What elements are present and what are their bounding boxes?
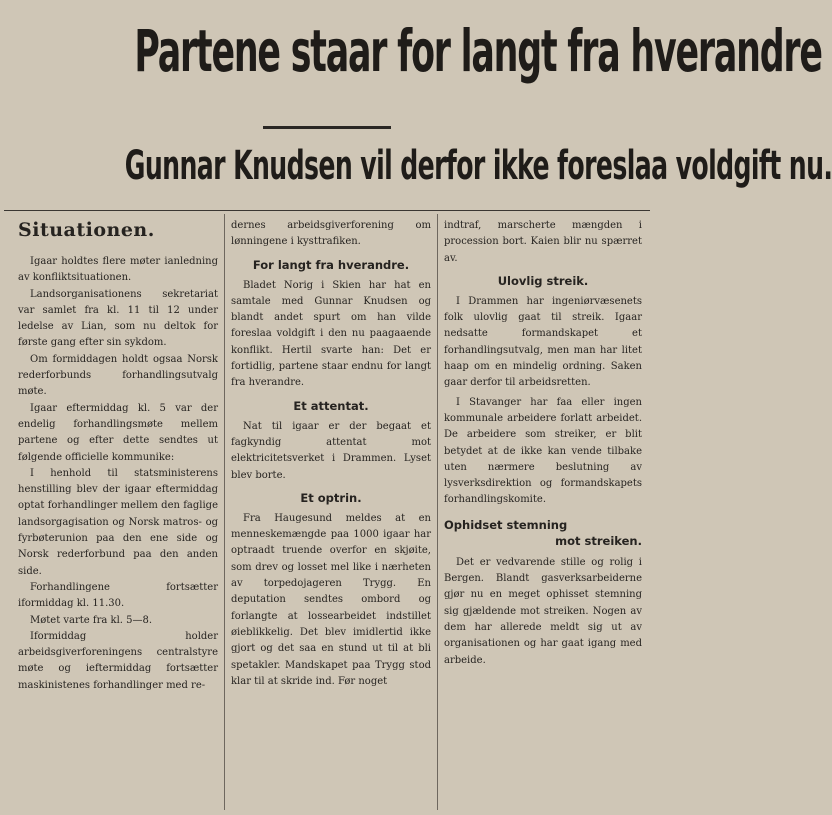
- paragraph: Forhandlingene fortsætter iformiddag kl. 11.30.: [18, 581, 218, 610]
- subheading-line-1: Ophidset stemning: [444, 517, 568, 532]
- subheading-line-2: mot streiken.: [555, 533, 642, 548]
- paragraph: Det er vedvarende stille og rolig i Bergen. Blandt gasverksarbeiderne gjør nu en meget ophisset stemning sig gjældende mot streiken. Nogen av dem har allerede meldt sig ut av organisationen og har gaat igang med arbeide.: [444, 556, 642, 666]
- paragraph: Bladet Norig i Skien har hat en samtale med Gunnar Knudsen og blandt andet spurt om han vilde foreslaa voldgift i den nu paagaaende konflikt. Hertil svarte han: Det er fortidlig, partene staar endnu for langt fra hverandre.: [231, 279, 431, 389]
- paragraph: Iformiddag holder arbeidsgiverforeningens centralstyre møte og ieftermiddag fortsætter maskinistenes forhandlinger med re-: [18, 630, 218, 691]
- article-column-1: [18, 218, 218, 694]
- paragraph: Igaar eftermiddag kl. 5 var der endelig forhandlingsmøte mellem partene og efter dette sendtes ut følgende officielle kommunike:: [18, 402, 218, 463]
- subheading: For langt fra hverandre.: [252, 257, 410, 272]
- column-rule-1: [224, 214, 225, 810]
- subheading: Ulovlig streik.: [497, 273, 589, 288]
- paragraph: I henhold til statsministerens henstilling blev der igaar eftermiddag optat forhandlinger mellem den faglige landsorgagisation og Norsk matros- og fyrbøterunion paa den ene side og Norsk rederforbund paa den anden side.: [18, 467, 218, 577]
- subheadline: Gunnar Knudsen vil derfor ikke foreslaa voldgift nu.: [124, 143, 832, 189]
- paragraph-continuation: dernes arbeidsgiverforening om lønningene i kysttrafiken.: [231, 220, 431, 248]
- paragraph: Om formiddagen holdt ogsaa Norsk rederforbunds forhandlingsutvalg møte.: [18, 353, 218, 398]
- subheading: Et optrin.: [300, 490, 362, 505]
- paragraph: I Drammen har ingeniørvæsenets folk ulovlig gaat til streik. Igaar nedsatte formandskapet et forhandlingsutvalg, men man har litet haap om en mindelig ordning. Saken gaar derfor til arbeidsretten.: [444, 295, 642, 389]
- paragraph: Nat til igaar er der begaat et fagkyndig attentat mot elektricitetsverket i Drammen. Lyset blev borte.: [231, 420, 431, 481]
- paragraph: Fra Haugesund meldes at en menneskemængde paa 1000 igaar har optraadt truende overfor en skjøite, som drev og losset mel like i nærheten av torpedojageren Trygg. En deputation sendtes ombord og forlangte at lossearbeidet indstillet øieblikkelig. Det blev imidlertid ikke gjort og det saa en stund ut til at bli spetakler. Mandskapet paa Trygg stod klar til at skride ind. Før noget: [231, 512, 431, 687]
- column-rule-2: [437, 214, 438, 810]
- article-column-3: [444, 218, 642, 669]
- section-title: Situationen.: [18, 219, 155, 241]
- paragraph: Landsorganisationens sekretariat var samlet fra kl. 11 til 12 under ledelse av Lian, som nu deltok for første gang efter sin sykdom.: [18, 288, 218, 349]
- paragraph: I Stavanger har faa eller ingen kommunale arbeidere forlatt arbeidet. De arbeidere som streiker, er blit betydet at de ikke kan vende tilbake uten nærmere beslutning av lysverksdirektion og formandskapets forhandlingskomite.: [444, 396, 642, 506]
- subheading: Et attentat.: [293, 398, 369, 413]
- paragraph-continuation: indtraf, marscherte mængden i procession bort. Kaien blir nu spærret av.: [444, 220, 642, 264]
- paragraph: Igaar holdtes flere møter ianledning av konfliktsituationen.: [18, 256, 218, 284]
- headline: Partene staar for langt fra hverandre: [134, 17, 822, 85]
- column-top-rule: [4, 210, 650, 211]
- article-column-2: [231, 218, 431, 690]
- headline-divider: [263, 126, 391, 129]
- paragraph: Møtet varte fra kl. 5—8.: [30, 614, 153, 626]
